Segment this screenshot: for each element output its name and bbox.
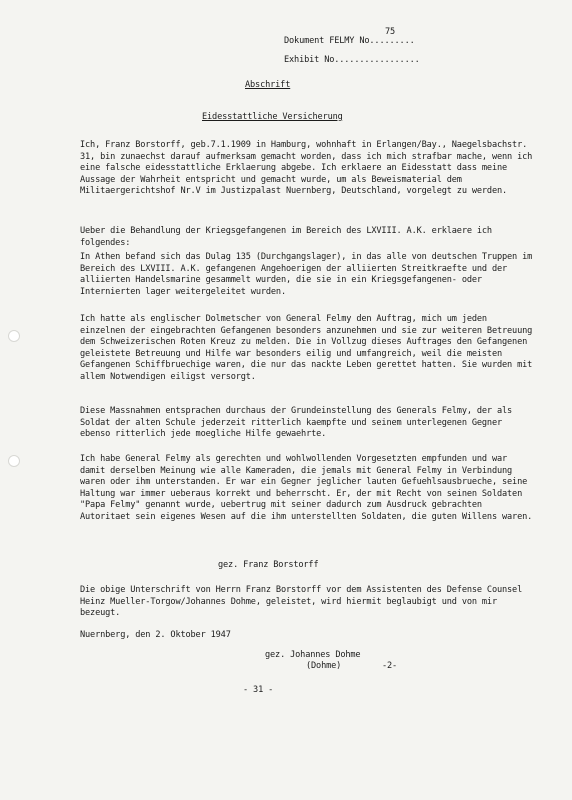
paragraph-1: Ich, Franz Borstorff, geb.7.1.1909 in Hamburg, wohnhaft in Erlangen/Bay., Naegelsbachstr. 31, bin zunaechst darauf aufmerksam gemacht worden, dass ich mich strafbar mache, wenn ich eine falsche eidesstattliche Erklaerung abgebe. Ich erklaere an Eidesstatt dass meine Aussage der Wahrheit entspricht und gemacht wurde, um als Beweismaterial dem Militaergerichtshof Nr.V im Justizpalast Nuernberg, Deutschland, vorgelegt zu werden. (80, 140, 533, 197)
paragraph-7: Die obige Unterschrift von Herrn Franz Borstorff vor dem Assistenten des Defense Counsel Heinz Mueller-Torgow/Johannes Dohme, geleistet, wird hiermit beglaubigt und von mir bezeugt. (80, 585, 523, 619)
paragraph-6: Ich habe General Felmy als gerechten und wohlwollenden Vorgesetzten empfunden und war damit derselben Meinung wie alle Kameraden, die jemals mit General Felmy in Verbindung waren oder ihm unterstanden. Er war ein Gegner jeglicher lauten Gefuehlsausbrueche, seine Haltung war immer ueberaus korrekt und beherrscht. Er, der mit Recht von seinen Soldaten "Papa Felmy" genannt wurde, uebertrug mit seiner dadurch zum Ausdruck gebrachten Autoritaet sein eigenes Wesen auf die ihm unterstellten Soldaten, die guten Willens waren. (80, 454, 533, 522)
punch-hole (8, 330, 20, 342)
exhibit-line: Exhibit No................. (284, 55, 420, 65)
signature-dohme: gez. Johannes Dohme (265, 650, 361, 660)
page-footer-number: - 31 - (243, 685, 274, 695)
dokument-line: Dokument FELMY No......... (284, 36, 415, 46)
document-heading: Eidesstattliche Versicherung (202, 112, 343, 122)
paragraph-3: In Athen befand sich das Dulag 135 (Durchgangslager), in das alle von deutschen Truppen im Bereich des LXVIII. A.K. gefangenen Angehoerigen der alliierten Streitkraefte und der alliierten Handelsmarine gesammelt wurden, die sie in ein Kriegsgefangenen- oder Internierten lager weitergeleitet wurden. (80, 252, 533, 297)
abschrift-label: Abschrift (245, 80, 291, 90)
place-date: Nuernberg, den 2. Oktober 1947 (80, 630, 231, 640)
signature-borstorff: gez. Franz Borstorff (218, 560, 319, 570)
paragraph-5: Diese Massnahmen entsprachen durchaus der Grundeinstellung des Generals Felmy, der als Soldat der alten Schule jederzeit ritterlich kaempfte und seinem unterlegenen Gegner ebenso ritterlich jede moegliche Hilfe gewaehrte. (80, 406, 513, 440)
paragraph-4: Ich hatte als englischer Dolmetscher von General Felmy den Auftrag, mich um jeden einzelnen der eingebrachten Gefangenen besonders anzunehmen und sie zur weiteren Betreuung dem Schweizerischen Roten Kreuz zu melden. Die in Vollzug dieses Auftrages den Gefangenen geleistete Betreuung und Hilfe war besonders eilig und umfangreich, weil die meisten Gefangenen Schiffbruechige waren, die nur das nackte Leben gerettet hatten. Sie wurden mit allem Notwendigen eiligst versorgt. (80, 314, 533, 382)
page-number-top: 75 (385, 27, 396, 37)
signature-dohme-name: (Dohme) (306, 661, 342, 671)
dash-two: -2- (382, 661, 398, 671)
paragraph-2: Ueber die Behandlung der Kriegsgefangenen im Bereich des LXVIII. A.K. erklaere ich folgendes: (80, 226, 492, 248)
punch-hole (8, 455, 20, 467)
